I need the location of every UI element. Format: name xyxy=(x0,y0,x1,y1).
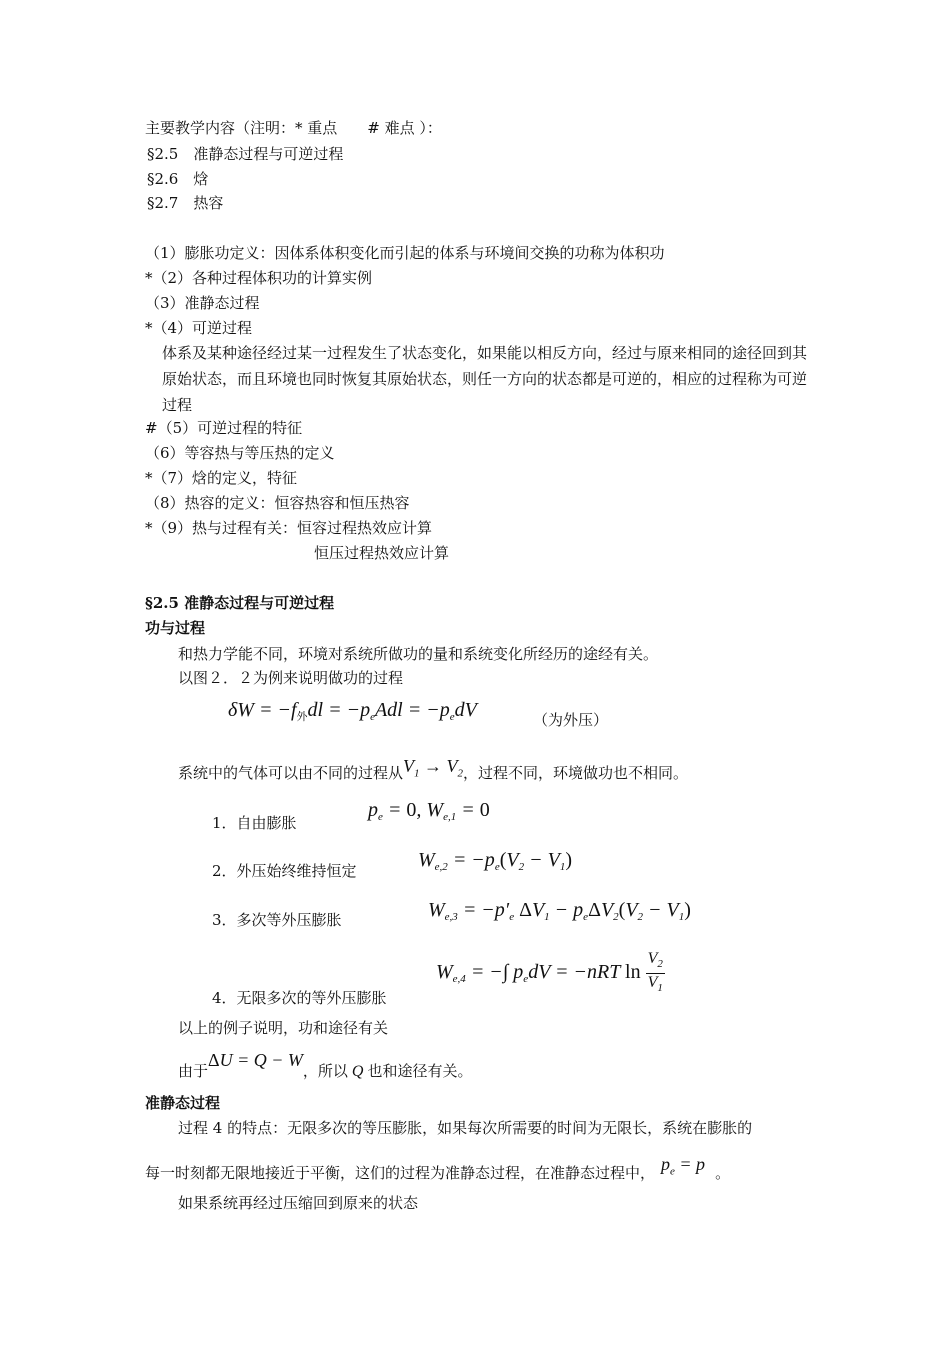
paragraph: 如果系统再经过压缩回到原来的状态 xyxy=(178,1194,419,1212)
outline-item: （3）准静态过程 xyxy=(145,294,260,312)
outline-item: （6）等容热与等压热的定义 xyxy=(145,444,335,462)
toc-item: §2.5 准静态过程与可逆过程 xyxy=(147,145,344,163)
subsection-title: 准静态过程 xyxy=(145,1094,221,1112)
paragraph: 以上的例子说明，功和途径有关 xyxy=(178,1019,389,1037)
case-equation: $W_{e,2} = -p_e(V_2 - V_1)$ xyxy=(418,849,572,873)
case-label: 2．外压始终维持恒定 xyxy=(212,862,357,880)
paragraph: 每一时刻都无限地接近于平衡，这们的过程为准静态过程，在准静态过程中， $p_e = p$ 。 xyxy=(145,1154,731,1182)
section-title: §2.5 准静态过程与可逆过程 xyxy=(145,594,335,612)
outline-item: *（2）各种过程体积功的计算实例 xyxy=(145,269,373,287)
work-equation: $\delta W = -f_外dl = -p_eAdl = -p_edV$ xyxy=(228,699,477,723)
outline-item: 恒压过程热效应计算 xyxy=(314,544,450,562)
toc-item: §2.7 热容 xyxy=(147,194,224,212)
reversible-definition: 体系及某种途径经过某一过程发生了状态变化，如果能以相反方向，经过与原来相同的途径回到其原始状态，而且环境也同时恢复其原始状态，则任一方向的状态都是可逆的，相应的过程称为可逆过程 xyxy=(162,344,808,414)
toc-header: 主要教学内容（注明：* 重点 # 难点 ）： xyxy=(145,119,442,137)
case-equation: $p_e = 0$, $W_{e,1} = 0$ xyxy=(368,799,490,823)
case-label: 1．自由膨胀 xyxy=(212,814,297,832)
equation-note: （为外压） xyxy=(533,711,609,729)
paragraph: 由于ΔU = Q − W，所以 Q 也和途径有关。 xyxy=(178,1050,473,1080)
case-label: 4．无限多次的等外压膨胀 xyxy=(212,989,387,1007)
case-equation: $W_{e,4}$ = −∫ $p_edV = -nRT$ ln $\frac{V_2}{V_1}$ xyxy=(436,950,663,994)
paragraph: 以图２．２为例来说明做功的过程 xyxy=(178,669,404,687)
outline-item: *（4）可逆过程 xyxy=(145,319,253,337)
outline-item: *（7）焓的定义，特征 xyxy=(145,469,298,487)
paragraph: 过程 4 的特点：无限多次的等压膨胀，如果每次所需要的时间为无限长，系统在膨胀的 xyxy=(178,1119,753,1137)
outline-item: *（9）热与过程有关：恒容过程热效应计算 xyxy=(145,519,433,537)
paragraph: 系统中的气体可以由不同的过程从$V_1 \to V_2$，过程不同，环境做功也不相同。 xyxy=(178,756,689,782)
subsection-title: 功与过程 xyxy=(145,619,206,637)
outline-item: （8）热容的定义：恒容热容和恒压热容 xyxy=(145,494,410,512)
case-equation: $W_{e,3} = -p'_e$ $\Delta V_1 - p_e\Delta V_2(V_2 - V_1)$ xyxy=(428,899,691,923)
outline-item: #（5）可逆过程的特征 xyxy=(145,419,303,437)
toc-item: §2.6 焓 xyxy=(147,170,209,188)
paragraph: 和热力学能不同，环境对系统所做功的量和系统变化所经历的途经有关。 xyxy=(178,645,659,663)
case-label: 3．多次等外压膨胀 xyxy=(212,911,342,929)
outline-item: （1）膨胀功定义：因体系体积变化而引起的体系与环境间交换的功称为体积功 xyxy=(145,244,665,262)
